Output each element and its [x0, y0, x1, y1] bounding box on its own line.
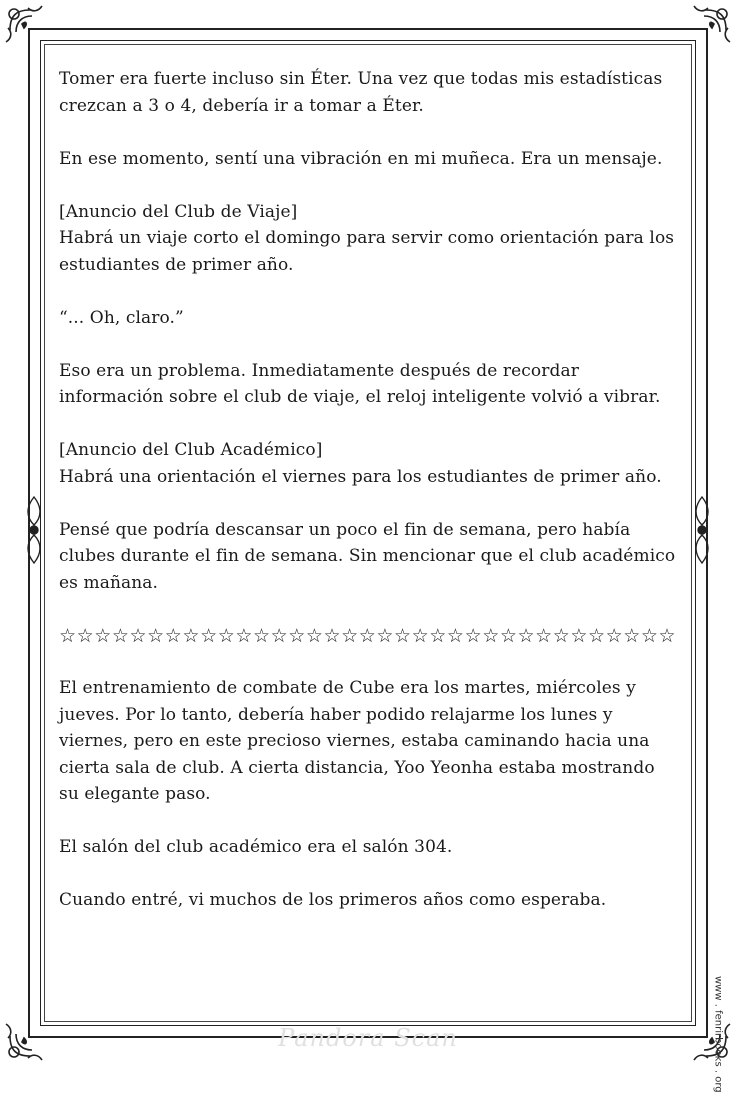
- paragraph: En ese momento, sentí una vibración en mi muñeca. Era un mensaje.: [59, 148, 663, 169]
- side-ornament-icon: [690, 495, 714, 565]
- announcement-heading: [Anuncio del Club de Viaje]: [59, 201, 298, 222]
- paragraph: Eso era un problema. Inmediatamente después de recordar información sobre el club de viaje, el reloj inteligente volvió a vibrar.: [59, 360, 661, 407]
- announcement-heading: [Anuncio del Club Académico]: [59, 440, 323, 460]
- side-url-text: www . fenrirbooks . org: [713, 976, 724, 1093]
- paragraph: Tomer era fuerte incluso sin Éter. Una vez que todas mis estadísticas crezcan a 3 o 4, debería ir a tomar a Éter.: [59, 69, 663, 116]
- body-text: [59, 66, 679, 940]
- paragraph: El entrenamiento de combate de Cube era los martes, miércoles y jueves. Por lo tanto, debería haber podido relajarme los lunes y viernes, pero en este precioso viernes, estaba caminando hacia una cierta sala de club. A cierta distancia, Yoo Yeonha estaba mostrando su elegante paso.: [59, 678, 655, 804]
- paragraph: Habrá una orientación el viernes para los estudiantes de primer año.: [59, 466, 662, 487]
- dialogue: “... Oh, claro.”: [59, 307, 184, 328]
- paragraph: El salón del club académico era el salón 304.: [59, 837, 453, 857]
- paragraph: Habrá un viaje corto el domingo para servir como orientación para los estudiantes de primer año.: [59, 228, 675, 275]
- paragraph: Pensé que podría descansar un poco el fin de semana, pero había clubes durante el fin de semana. Sin mencionar que el club académico es mañana.: [59, 519, 676, 593]
- corner-ornament-icon: [674, 2, 734, 62]
- paragraph: Cuando entré, vi muchos de los primeros años como esperaba.: [59, 890, 607, 910]
- side-ornament-icon: [22, 495, 46, 565]
- scene-break-stars: ☆☆☆☆☆☆☆☆☆☆☆☆☆☆☆☆☆☆☆☆☆☆☆☆☆☆☆☆☆☆☆☆☆☆☆: [59, 624, 677, 647]
- watermark: Pandora Scan: [278, 1024, 458, 1052]
- corner-ornament-icon: [2, 2, 62, 62]
